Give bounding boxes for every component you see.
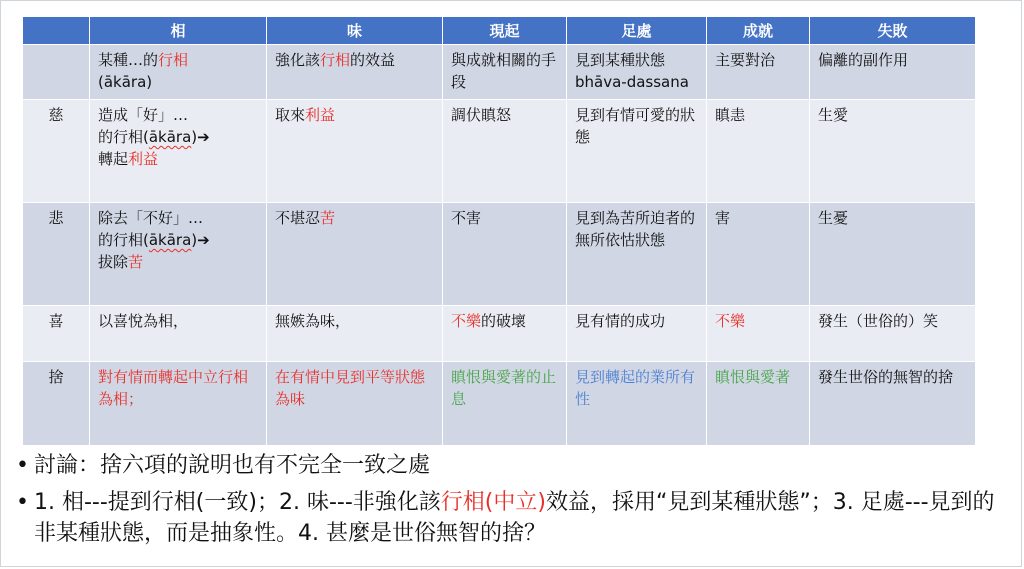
table-row-she <box>23 362 976 446</box>
bullet-icon: • <box>16 490 29 515</box>
cell-xi-shibai: 發生（世俗的）笑 <box>810 306 976 362</box>
table-row-definition <box>23 45 976 100</box>
cell-ci-wei: 取來利益 <box>267 100 443 203</box>
cell-xi-zuchu: 見有情的成功 <box>567 306 707 362</box>
row-label-ci: 慈 <box>23 100 90 203</box>
cell-def-wei: 強化該行相的效益 <box>267 45 443 100</box>
cell-she-shibai: 發生世俗的無智的捨 <box>810 362 976 446</box>
note-text-2-highlight: 行相(中立) <box>440 490 546 515</box>
note-item-1 <box>16 450 1006 481</box>
cell-ci-chengjiu: 瞋恚 <box>707 100 810 203</box>
cell-xi-chengjiu: 不樂 <box>707 306 810 362</box>
cell-bei-zuchu: 見到為苦所迫者的無所依怙狀態 <box>567 203 707 306</box>
cell-ci-xiang: 造成「好」… 的行相(ākāra)➔ 轉起利益 <box>90 100 267 203</box>
comparison-table <box>22 16 976 446</box>
note-text-1: 討論：捨六項的說明也有不完全一致之處 <box>34 453 431 478</box>
header-corner <box>23 17 90 45</box>
cell-bei-xiang: 除去「不好」… 的行相(ākāra)➔ 拔除苦 <box>90 203 267 306</box>
cell-def-chengjiu: 主要對治 <box>707 45 810 100</box>
cell-she-xianqi: 瞋恨與愛著的止息 <box>443 362 567 446</box>
cell-xi-xianqi: 不樂的破壞 <box>443 306 567 362</box>
cell-she-zuchu: 見到轉起的業所有性 <box>567 362 707 446</box>
header-xiang: 相 <box>90 17 267 45</box>
header-xianqi: 現起 <box>443 17 567 45</box>
header-row <box>23 17 976 45</box>
cell-def-shibai: 偏離的副作用 <box>810 45 976 100</box>
bullet-icon: • <box>16 453 29 478</box>
note-item-2 <box>16 487 1006 549</box>
cell-she-xiang: 對有情而轉起中立行相為相； <box>90 362 267 446</box>
cell-bei-wei: 不堪忍苦 <box>267 203 443 306</box>
cell-bei-xianqi: 不害 <box>443 203 567 306</box>
cell-she-wei: 在有情中見到平等狀態為味 <box>267 362 443 446</box>
cell-ci-zuchu: 見到有情可愛的狀態 <box>567 100 707 203</box>
table-row-bei <box>23 203 976 306</box>
note-text-2b: 效益，採用“見到某種狀態”；3. 足處---見到的非某種狀態，而是抽象性。4. 甚麼是世俗無智的捨？ <box>34 490 995 546</box>
cell-she-chengjiu: 瞋恨與愛著 <box>707 362 810 446</box>
row-label-xi: 喜 <box>23 306 90 362</box>
header-chengjiu: 成就 <box>707 17 810 45</box>
cell-def-xianqi: 與成就相關的手段 <box>443 45 567 100</box>
table-row-ci <box>23 100 976 203</box>
table-row-xi <box>23 306 976 362</box>
note-text-2a: 1. 相---提到行相(一致)；2. 味---非強化該 <box>34 490 441 515</box>
cell-bei-shibai: 生憂 <box>810 203 976 306</box>
header-shibai: 失敗 <box>810 17 976 45</box>
cell-def-xiang: 某種…的行相 (ākāra) <box>90 45 267 100</box>
cell-xi-xiang: 以喜悅為相， <box>90 306 267 362</box>
header-wei: 味 <box>267 17 443 45</box>
cell-def-zuchu: 見到某種狀態 bhāva-dassana <box>567 45 707 100</box>
cell-xi-wei: 無嫉為味， <box>267 306 443 362</box>
row-label-definition <box>23 45 90 100</box>
discussion-notes <box>16 450 1006 555</box>
cell-ci-shibai: 生愛 <box>810 100 976 203</box>
header-zuchu: 足處 <box>567 17 707 45</box>
row-label-bei: 悲 <box>23 203 90 306</box>
cell-bei-chengjiu: 害 <box>707 203 810 306</box>
row-label-she: 捨 <box>23 362 90 446</box>
cell-ci-xianqi: 調伏瞋怒 <box>443 100 567 203</box>
